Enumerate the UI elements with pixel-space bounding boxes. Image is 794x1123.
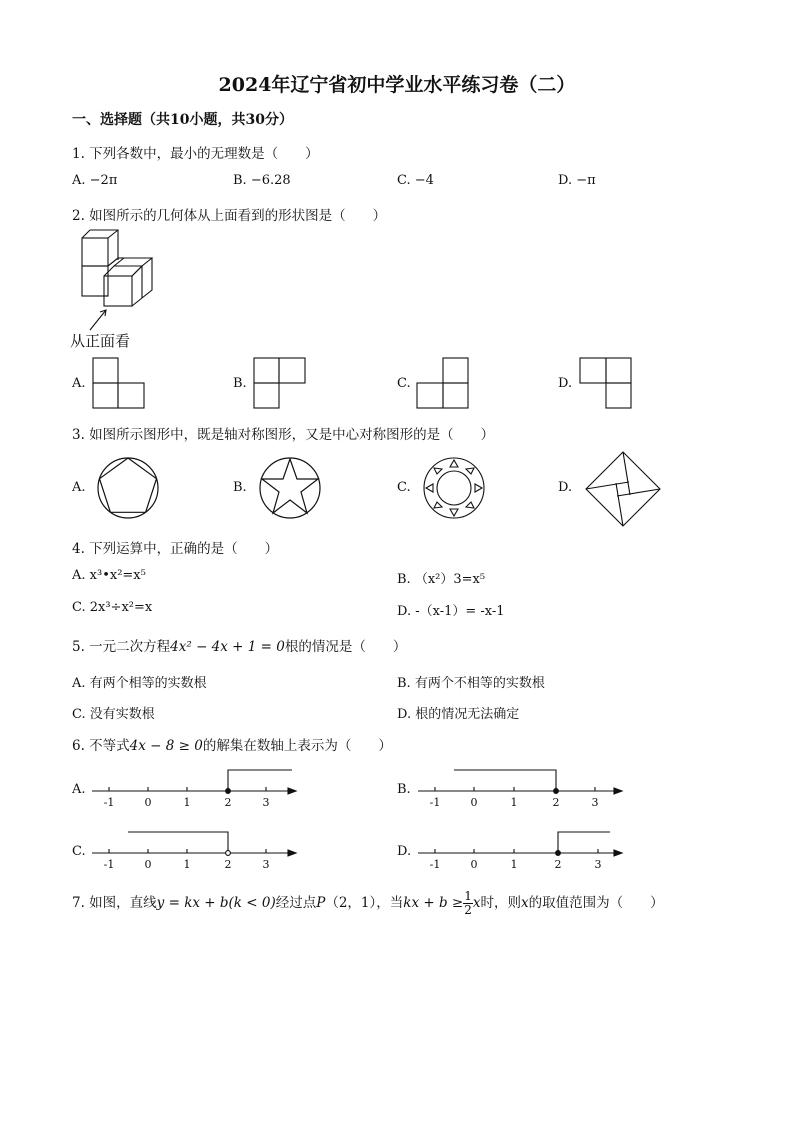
q3-option-b-star-in-circle[interactable]: [258, 456, 322, 520]
q5-option-c[interactable]: C. 没有实数根: [72, 707, 155, 722]
tick-label: 2: [224, 858, 232, 871]
q3-label-c[interactable]: C.: [397, 480, 411, 495]
q6-option-c-number-line[interactable]: [90, 824, 300, 874]
q5-option-b[interactable]: B. 有两个不相等的实数根: [397, 676, 545, 691]
q5-stem-post: 根的情况是（ ）: [284, 639, 407, 655]
tick-label: -1: [429, 796, 441, 809]
q6-stem-post: 的解集在数轴上表示为（ ）: [202, 738, 392, 754]
q2-option-c-figure[interactable]: [416, 357, 470, 409]
q2-label-d[interactable]: D.: [558, 376, 573, 391]
q6-stem: [72, 734, 392, 754]
q6-option-b-number-line[interactable]: [416, 762, 626, 812]
tick-label: 1: [510, 858, 518, 871]
tick-label: -1: [103, 858, 115, 871]
page-title: 2024年辽宁省初中学业水平练习卷（二）: [218, 74, 576, 96]
q7-stem-e: （2，1），当: [325, 895, 404, 911]
tick-label: 0: [470, 858, 478, 871]
q5-stem: [72, 635, 406, 655]
q1-option-a[interactable]: A. −2π: [72, 173, 118, 188]
q2-stem: 2. 如图所示的几何体从上面看到的形状图是（ ）: [72, 208, 387, 224]
q2-solid-figure: [76, 228, 158, 336]
q1-option-c[interactable]: C. −4: [397, 173, 434, 188]
q4-option-d[interactable]: D. -（x-1）= -x-1: [397, 604, 505, 619]
q3-option-d-pinwheel-square[interactable]: [584, 450, 662, 528]
q4-option-a[interactable]: A. x³•x²=x⁵: [72, 568, 146, 583]
q7-var-x: x: [472, 895, 481, 911]
q4-option-c[interactable]: C. 2x³÷x²=x: [72, 600, 153, 615]
tick-label: 3: [262, 858, 270, 871]
q3-label-a[interactable]: A.: [72, 480, 86, 495]
q6-stem-pre: 6. 不等式: [72, 738, 130, 754]
q7-stem-a: 7. 如图，直线: [72, 895, 157, 911]
q3-label-b[interactable]: B.: [233, 480, 247, 495]
q2-label-b[interactable]: B.: [233, 376, 247, 391]
q7-point-p: P: [316, 895, 326, 911]
q2-option-a-figure[interactable]: [92, 357, 146, 409]
q2-label-a[interactable]: A.: [72, 376, 86, 391]
q6-label-c[interactable]: C.: [72, 844, 86, 859]
q3-label-d[interactable]: D.: [558, 480, 573, 495]
q5-equation: 4x² − 4x + 1 = 0: [170, 639, 285, 655]
q6-label-d[interactable]: D.: [397, 844, 412, 859]
q4-option-b[interactable]: B. （x²）3=x⁵: [397, 572, 486, 587]
q6-option-a-number-line[interactable]: [90, 762, 300, 812]
q3-option-a-pentagon-in-circle[interactable]: [96, 456, 160, 520]
tick-label: 3: [262, 796, 270, 809]
q7-stem-h: 时，则: [480, 895, 521, 911]
q7-stem-j: 的取值范围为（ ）: [528, 895, 664, 911]
q6-inequality: 4x − 8 ≥ 0: [129, 738, 203, 754]
tick-label: 2: [552, 796, 560, 809]
tick-label: 3: [594, 858, 602, 871]
tick-label: 0: [144, 858, 152, 871]
q3-stem: 3. 如图所示图形中，既是轴对称图形，又是中心对称图形的是（ ）: [72, 427, 495, 443]
q6-label-a[interactable]: A.: [72, 782, 86, 797]
tick-label: 1: [183, 858, 191, 871]
q7-fraction-denominator: 2: [464, 903, 472, 917]
q7-var-x2: x: [520, 895, 529, 911]
tick-label: -1: [429, 858, 441, 871]
q2-option-d-figure[interactable]: [579, 357, 633, 409]
tick-label: 1: [510, 796, 518, 809]
tick-label: 0: [470, 796, 478, 809]
q7-fraction: [463, 890, 473, 917]
tick-label: -1: [103, 796, 115, 809]
q4-stem: 4. 下列运算中，正确的是（ ）: [72, 541, 279, 557]
q5-stem-pre: 5. 一元二次方程: [72, 639, 171, 655]
tick-label: 1: [183, 796, 191, 809]
q2-label-c[interactable]: C.: [397, 376, 411, 391]
q5-option-a[interactable]: A. 有两个相等的实数根: [72, 676, 207, 691]
section-heading: 一、选择题（共10小题，共30分）: [72, 112, 293, 128]
q7-line-equation: y = kx + b(k < 0): [156, 895, 276, 911]
q7-stem-c: 经过点: [275, 895, 317, 911]
q5-option-d[interactable]: D. 根的情况无法确定: [397, 707, 520, 722]
q2-caption: 从正面看: [70, 332, 131, 350]
q6-option-d-number-line[interactable]: [416, 824, 626, 874]
q6-label-b[interactable]: B.: [397, 782, 411, 797]
tick-label: 0: [144, 796, 152, 809]
q1-option-b[interactable]: B. −6.28: [233, 173, 291, 188]
q1-stem: 1. 下列各数中，最小的无理数是（ ）: [72, 146, 319, 162]
q7-fraction-numerator: 1: [464, 889, 472, 903]
tick-label: 2: [224, 796, 232, 809]
q1-option-d[interactable]: D. −π: [558, 173, 596, 188]
tick-label: 2: [554, 858, 562, 871]
q2-option-b-figure[interactable]: [253, 357, 307, 409]
q7-stem: [72, 888, 664, 918]
q3-option-c-ring-with-triangles[interactable]: [422, 456, 486, 520]
tick-label: 3: [591, 796, 599, 809]
q7-inequality-left: kx + b ≥: [403, 895, 464, 911]
